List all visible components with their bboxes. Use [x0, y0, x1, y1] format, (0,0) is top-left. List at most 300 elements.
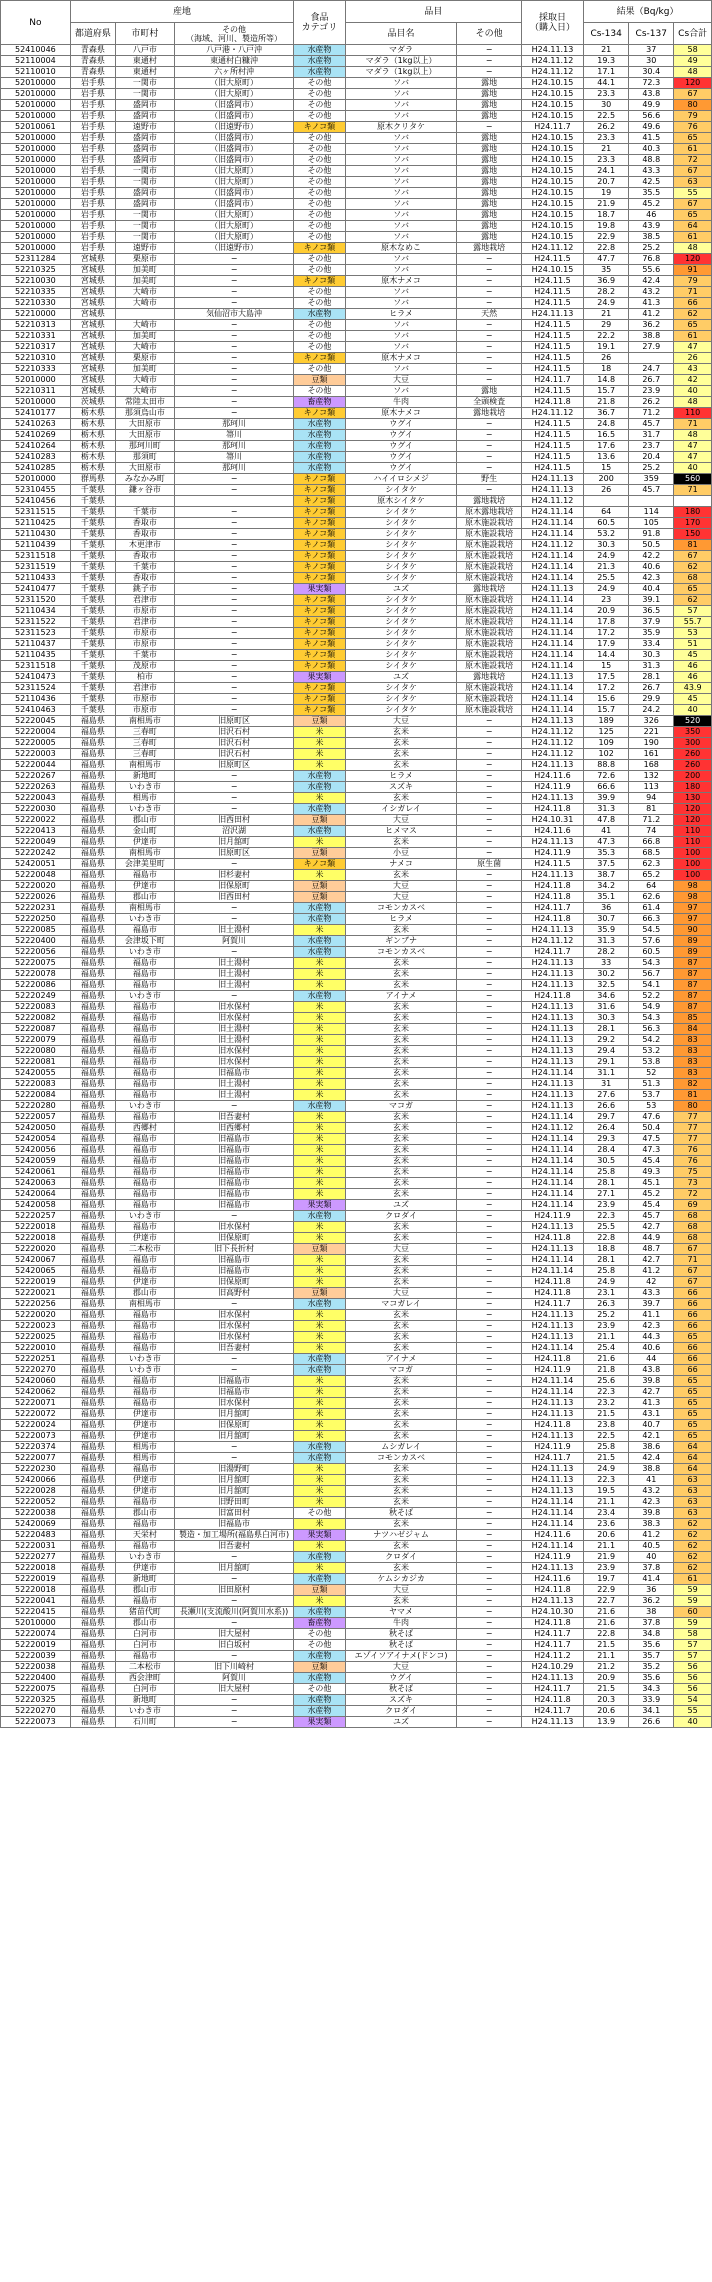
cell-item-other: − [457, 1618, 521, 1629]
cell-category: 水産物 [294, 45, 346, 56]
cell-municipality: いわき市 [115, 804, 174, 815]
cell-cs-total: 62 [674, 1541, 712, 1552]
cell-location: − [174, 386, 293, 397]
cell-prefecture: 福島県 [70, 1607, 115, 1618]
cell-no: 52220026 [1, 892, 71, 903]
cell-cs134: 25.5 [584, 1222, 629, 1233]
cell-cs134: 23.9 [584, 1563, 629, 1574]
cell-cs137: 54.5 [629, 925, 674, 936]
cell-location: − [174, 628, 293, 639]
cell-location: 旧水保村 [174, 1046, 293, 1057]
cell-municipality: 香取市 [115, 529, 174, 540]
cell-item-other: − [457, 45, 521, 56]
cell-municipality: いわき市 [115, 782, 174, 793]
cell-municipality: 福島市 [115, 1310, 174, 1321]
cell-item-name: 秋そば [345, 1640, 457, 1651]
cell-location: 那珂川 [174, 441, 293, 452]
cell-location: − [174, 1354, 293, 1365]
cell-item-name: 玄米 [345, 1123, 457, 1134]
cell-cs137: 42.5 [629, 177, 674, 188]
cell-cs134: 26 [584, 353, 629, 364]
cell-prefecture: 福島県 [70, 738, 115, 749]
cell-category: その他 [294, 254, 346, 265]
cell-prefecture: 千葉県 [70, 595, 115, 606]
cell-item-other: 全頭検査 [457, 397, 521, 408]
cell-date: H24.11.14 [521, 529, 583, 540]
cell-date: H24.10.30 [521, 1607, 583, 1618]
cell-no: 52220374 [1, 1442, 71, 1453]
cell-prefecture: 福島県 [70, 1684, 115, 1695]
cell-item-other: − [457, 1607, 521, 1618]
table-row [1, 881, 712, 892]
cell-cs134: 17.9 [584, 639, 629, 650]
cell-category: 米 [294, 980, 346, 991]
cell-location: − [174, 661, 293, 672]
cell-no: 52220267 [1, 771, 71, 782]
cell-municipality: 福島市 [115, 870, 174, 881]
cell-category: 米 [294, 1233, 346, 1244]
cell-date: H24.11.13 [521, 1717, 583, 1728]
cell-cs-total: 57 [674, 1640, 712, 1651]
cell-prefecture: 宮城県 [70, 331, 115, 342]
cell-cs134: 28.2 [584, 947, 629, 958]
cell-category: 果実類 [294, 584, 346, 595]
cell-no: 52311522 [1, 617, 71, 628]
cell-cs134: 20.3 [584, 1695, 629, 1706]
cell-category: 米 [294, 1277, 346, 1288]
table-row [1, 815, 712, 826]
cell-date: H24.11.5 [521, 331, 583, 342]
cell-cs-total: 59 [674, 1585, 712, 1596]
cell-date: H24.11.13 [521, 1035, 583, 1046]
cell-cs137: 94 [629, 793, 674, 804]
cell-cs137: 48.7 [629, 1244, 674, 1255]
cell-location: − [174, 1299, 293, 1310]
cell-item-other: − [457, 936, 521, 947]
cell-location [174, 496, 293, 507]
cell-prefecture: 福島県 [70, 837, 115, 848]
table-row [1, 78, 712, 89]
cell-cs-total: 67 [674, 1266, 712, 1277]
cell-prefecture: 福島県 [70, 1662, 115, 1673]
cell-no: 52410477 [1, 584, 71, 595]
table-row [1, 1112, 712, 1123]
cell-cs137: 43.9 [629, 221, 674, 232]
cell-item-name: 玄米 [345, 925, 457, 936]
cell-item-name: スズキ [345, 1695, 457, 1706]
cell-no: 52410177 [1, 408, 71, 419]
cell-cs-total: 62 [674, 562, 712, 573]
table-row [1, 980, 712, 991]
cell-municipality: 銚子市 [115, 584, 174, 595]
cell-cs137: 45.7 [629, 485, 674, 496]
cell-item-other: − [457, 1365, 521, 1376]
cell-item-other: 露地 [457, 232, 521, 243]
cell-item-other: − [457, 1068, 521, 1079]
cell-item-name: 玄米 [345, 1332, 457, 1343]
cell-prefecture: 宮城県 [70, 309, 115, 320]
table-row [1, 1442, 712, 1453]
cell-item-other: 露地 [457, 210, 521, 221]
cell-date: H24.11.13 [521, 1596, 583, 1607]
cell-category: 水産物 [294, 947, 346, 958]
cell-category: その他 [294, 1629, 346, 1640]
cell-municipality: 福島市 [115, 1090, 174, 1101]
cell-item-name: シイタケ [345, 705, 457, 716]
cell-item-other: − [457, 1189, 521, 1200]
cell-cs137: 105 [629, 518, 674, 529]
cell-cs134: 31.6 [584, 1002, 629, 1013]
cell-item-name: 玄米 [345, 1420, 457, 1431]
cell-cs137: 47.6 [629, 1112, 674, 1123]
cell-prefecture: 宮城県 [70, 320, 115, 331]
cell-item-other: − [457, 441, 521, 452]
cell-item-name: クロダイ [345, 1211, 457, 1222]
cell-item-name: 玄米 [345, 1464, 457, 1475]
cell-municipality: 栗原市 [115, 353, 174, 364]
cell-cs137: 54.3 [629, 1013, 674, 1024]
cell-prefecture: 福島県 [70, 771, 115, 782]
cell-cs134: 24.9 [584, 298, 629, 309]
cell-date: H24.11.6 [521, 1530, 583, 1541]
cell-cs134: 29.1 [584, 1057, 629, 1068]
cell-cs134: 109 [584, 738, 629, 749]
cell-location: − [174, 364, 293, 375]
cell-item-other: − [457, 1299, 521, 1310]
cell-location: 長瀬川(支流酸川(阿賀川水系)) [174, 1607, 293, 1618]
cell-municipality: 千葉市 [115, 507, 174, 518]
cell-item-other: − [457, 1519, 521, 1530]
cell-cs134: 25.5 [584, 573, 629, 584]
cell-date: H24.10.15 [521, 133, 583, 144]
cell-no: 52010000 [1, 166, 71, 177]
cell-prefecture: 岩手県 [70, 144, 115, 155]
cell-date: H24.11.14 [521, 661, 583, 672]
cell-category: 米 [294, 1398, 346, 1409]
cell-item-other: − [457, 1277, 521, 1288]
cell-no: 52010000 [1, 199, 71, 210]
cell-cs134: 24.9 [584, 584, 629, 595]
cell-item-other: 原木施設栽培 [457, 540, 521, 551]
cell-date: H24.11.13 [521, 1464, 583, 1475]
cell-cs134: 25.8 [584, 1266, 629, 1277]
cell-no: 52010000 [1, 144, 71, 155]
cell-item-name: 原木なめこ [345, 243, 457, 254]
cell-date: H24.11.5 [521, 320, 583, 331]
cell-municipality: 福島市 [115, 1266, 174, 1277]
cell-prefecture: 栃木県 [70, 419, 115, 430]
cell-item-name: ユズ [345, 1200, 457, 1211]
cell-date: H24.11.12 [521, 408, 583, 419]
cell-item-name: 小豆 [345, 848, 457, 859]
cell-cs137: 42.3 [629, 573, 674, 584]
cell-cs137: 38.8 [629, 1464, 674, 1475]
cell-item-name: 玄米 [345, 1497, 457, 1508]
cell-item-name: シイタケ [345, 683, 457, 694]
cell-no: 52220028 [1, 1486, 71, 1497]
cell-category: その他 [294, 331, 346, 342]
cell-date: H24.11.14 [521, 573, 583, 584]
cell-location: − [174, 914, 293, 925]
cell-item-name: 玄米 [345, 958, 457, 969]
table-row [1, 397, 712, 408]
cell-item-name: 大豆 [345, 1244, 457, 1255]
cell-municipality: 福島市 [115, 1079, 174, 1090]
cell-no: 52210313 [1, 320, 71, 331]
cell-municipality: 盛岡市 [115, 155, 174, 166]
cell-cs-total: 79 [674, 111, 712, 122]
table-row [1, 672, 712, 683]
cell-category: 水産物 [294, 826, 346, 837]
cell-municipality: 福島市 [115, 1200, 174, 1211]
cell-cs137: 35.6 [629, 1673, 674, 1684]
cell-prefecture: 福島県 [70, 1057, 115, 1068]
cell-location: 旧土湯村 [174, 1035, 293, 1046]
cell-cs134: 21.1 [584, 1497, 629, 1508]
cell-no: 52210331 [1, 331, 71, 342]
cell-municipality: 那珂川町 [115, 441, 174, 452]
cell-cs137: 74 [629, 826, 674, 837]
cell-cs-total: 45 [674, 694, 712, 705]
cell-location: − [174, 782, 293, 793]
cell-no: 52420060 [1, 1376, 71, 1387]
cell-cs-total: 90 [674, 925, 712, 936]
cell-cs134: 21.6 [584, 1607, 629, 1618]
cell-item-other: − [457, 903, 521, 914]
cell-item-other: − [457, 1134, 521, 1145]
cell-cs137: 47.3 [629, 1145, 674, 1156]
cell-cs134: 19.5 [584, 1486, 629, 1497]
table-row [1, 1090, 712, 1101]
cell-item-name: 大豆 [345, 1585, 457, 1596]
cell-cs134: 21.8 [584, 397, 629, 408]
cell-date: H24.11.13 [521, 1431, 583, 1442]
cell-date: H24.10.15 [521, 188, 583, 199]
cell-item-other: − [457, 1112, 521, 1123]
cell-category: キノコ類 [294, 529, 346, 540]
cell-category: その他 [294, 386, 346, 397]
cell-cs134: 18.7 [584, 210, 629, 221]
cell-item-other: − [457, 1420, 521, 1431]
cell-item-other: − [457, 1508, 521, 1519]
cell-prefecture: 栃木県 [70, 463, 115, 474]
table-row [1, 1101, 712, 1112]
cell-no: 52010000 [1, 100, 71, 111]
cell-cs137: 47.5 [629, 1134, 674, 1145]
cell-municipality: 福島市 [115, 1398, 174, 1409]
cell-item-name: ギンブナ [345, 936, 457, 947]
cell-category: 米 [294, 749, 346, 760]
cell-no: 52420051 [1, 859, 71, 870]
cell-item-other: − [457, 56, 521, 67]
cell-municipality: 盛岡市 [115, 188, 174, 199]
cell-cs-total: 97 [674, 903, 712, 914]
cell-category: 果実類 [294, 1530, 346, 1541]
header-cs134: Cs-134 [584, 23, 629, 45]
cell-location: 箒川 [174, 452, 293, 463]
cell-no: 52310455 [1, 485, 71, 496]
cell-no: 52220044 [1, 760, 71, 771]
cell-cs137: 38 [629, 1607, 674, 1618]
cell-item-other: − [457, 1409, 521, 1420]
cell-location: 旧田原村 [174, 1585, 293, 1596]
cell-item-other: − [457, 1651, 521, 1662]
cell-cs-total: 43 [674, 364, 712, 375]
cell-cs-total: 91 [674, 265, 712, 276]
cell-item-name: ソバ [345, 265, 457, 276]
cell-item-name: 玄米 [345, 1387, 457, 1398]
cell-no: 52410283 [1, 452, 71, 463]
cell-cs137: 48.8 [629, 155, 674, 166]
cell-prefecture: 福島県 [70, 1365, 115, 1376]
cell-prefecture: 福島県 [70, 1717, 115, 1728]
cell-location: 旧富田村 [174, 1508, 293, 1519]
cell-cs134: 17.2 [584, 628, 629, 639]
cell-cs-total: 56 [674, 1684, 712, 1695]
cell-no: 52220019 [1, 1574, 71, 1585]
cell-cs137: 113 [629, 782, 674, 793]
cell-cs-total: 87 [674, 958, 712, 969]
cell-no: 52220075 [1, 1684, 71, 1695]
cell-prefecture: 福島県 [70, 1618, 115, 1629]
cell-no: 52410263 [1, 419, 71, 430]
table-row [1, 694, 712, 705]
cell-cs137: 41.5 [629, 133, 674, 144]
cell-cs134: 21.5 [584, 1684, 629, 1695]
cell-date: H24.11.14 [521, 1112, 583, 1123]
cell-cs-total: 55.7 [674, 617, 712, 628]
cell-no: 52420061 [1, 1167, 71, 1178]
cell-no: 52220018 [1, 1563, 71, 1574]
cell-location: 旧水保村 [174, 1332, 293, 1343]
cell-category: 米 [294, 1376, 346, 1387]
cell-prefecture: 福島県 [70, 1200, 115, 1211]
cell-cs137: 23.7 [629, 441, 674, 452]
cell-cs-total: 63 [674, 177, 712, 188]
cell-location: − [174, 947, 293, 958]
cell-prefecture: 福島県 [70, 1222, 115, 1233]
header-date: 採取日 （購入日） [521, 1, 583, 45]
cell-cs137: 42.4 [629, 276, 674, 287]
cell-no: 52210030 [1, 276, 71, 287]
cell-location: 旧福島市 [174, 1189, 293, 1200]
table-row [1, 705, 712, 716]
cell-item-name: 玄米 [345, 1376, 457, 1387]
cell-cs-total: 110 [674, 837, 712, 848]
cell-category: 米 [294, 1387, 346, 1398]
header-origin: 産地 [70, 1, 293, 23]
cell-municipality: 福島市 [115, 1497, 174, 1508]
cell-prefecture: 福島県 [70, 1079, 115, 1090]
cell-no: 52220083 [1, 1079, 71, 1090]
cell-municipality: 三春町 [115, 738, 174, 749]
cell-prefecture: 千葉県 [70, 661, 115, 672]
cell-item-other: − [457, 760, 521, 771]
cell-item-other: 原木施設栽培 [457, 551, 521, 562]
cell-date: H24.11.13 [521, 1057, 583, 1068]
cell-date: H24.11.9 [521, 1365, 583, 1376]
cell-prefecture: 福島県 [70, 1431, 115, 1442]
cell-location: − [174, 1552, 293, 1563]
table-row [1, 1585, 712, 1596]
cell-municipality: 香取市 [115, 518, 174, 529]
cell-item-other: − [457, 980, 521, 991]
cell-date: H24.11.5 [521, 463, 583, 474]
cell-municipality: 郡山市 [115, 1288, 174, 1299]
cell-location: 旧吾妻村 [174, 1541, 293, 1552]
cell-prefecture: 福島県 [70, 1464, 115, 1475]
cell-location: − [174, 518, 293, 529]
cell-prefecture: 青森県 [70, 45, 115, 56]
cell-item-name: 玄米 [345, 1255, 457, 1266]
cell-prefecture: 青森県 [70, 67, 115, 78]
cell-municipality: 郡山市 [115, 1585, 174, 1596]
cell-item-name: ヒメマス [345, 826, 457, 837]
cell-cs134: 24.9 [584, 1277, 629, 1288]
cell-municipality: 福島市 [115, 1134, 174, 1145]
cell-cs134: 25.6 [584, 1376, 629, 1387]
cell-no: 52210325 [1, 265, 71, 276]
cell-no: 52220020 [1, 1310, 71, 1321]
cell-cs-total: 65 [674, 1431, 712, 1442]
cell-category: 米 [294, 1563, 346, 1574]
cell-item-other: − [457, 375, 521, 386]
cell-cs-total: 66 [674, 1299, 712, 1310]
cell-date: H24.11.13 [521, 1310, 583, 1321]
cell-item-name: ヤマメ [345, 1607, 457, 1618]
table-row [1, 848, 712, 859]
cell-municipality: いわき市 [115, 1365, 174, 1376]
cell-cs134: 36.9 [584, 276, 629, 287]
cell-date: H24.11.13 [521, 584, 583, 595]
cell-cs137: 42.2 [629, 551, 674, 562]
cell-cs-total: 76 [674, 1156, 712, 1167]
cell-item-other: − [457, 353, 521, 364]
cell-item-name: ソバ [345, 100, 457, 111]
cell-date: H24.10.29 [521, 1662, 583, 1673]
cell-category: 豆類 [294, 375, 346, 386]
cell-cs137: 50.4 [629, 1123, 674, 1134]
cell-no: 52420050 [1, 1123, 71, 1134]
cell-item-name: 秋そば [345, 1629, 457, 1640]
table-row [1, 100, 712, 111]
cell-prefecture: 福島県 [70, 1508, 115, 1519]
cell-item-name: 玄米 [345, 1343, 457, 1354]
cell-item-other: − [457, 1046, 521, 1057]
cell-no: 52220251 [1, 1354, 71, 1365]
cell-municipality: 福島市 [115, 1343, 174, 1354]
cell-cs134: 26.2 [584, 122, 629, 133]
cell-item-name: 玄米 [345, 1266, 457, 1277]
cell-category: その他 [294, 1684, 346, 1695]
cell-cs137: 25.2 [629, 463, 674, 474]
cell-cs-total: 83 [674, 1057, 712, 1068]
cell-municipality: 一関市 [115, 89, 174, 100]
cell-cs-total: 56 [674, 1673, 712, 1684]
cell-location: − [174, 672, 293, 683]
cell-cs134: 26.4 [584, 1123, 629, 1134]
cell-location: − [174, 353, 293, 364]
cell-date: H24.11.12 [521, 738, 583, 749]
cell-no: 52010000 [1, 78, 71, 89]
cell-municipality: 郡山市 [115, 892, 174, 903]
cell-cs137: 91.8 [629, 529, 674, 540]
cell-prefecture: 千葉県 [70, 650, 115, 661]
cell-cs137: 28.1 [629, 672, 674, 683]
cell-item-name: ソバ [345, 320, 457, 331]
cell-item-name: 玄米 [345, 1156, 457, 1167]
cell-cs-total: 40 [674, 1717, 712, 1728]
